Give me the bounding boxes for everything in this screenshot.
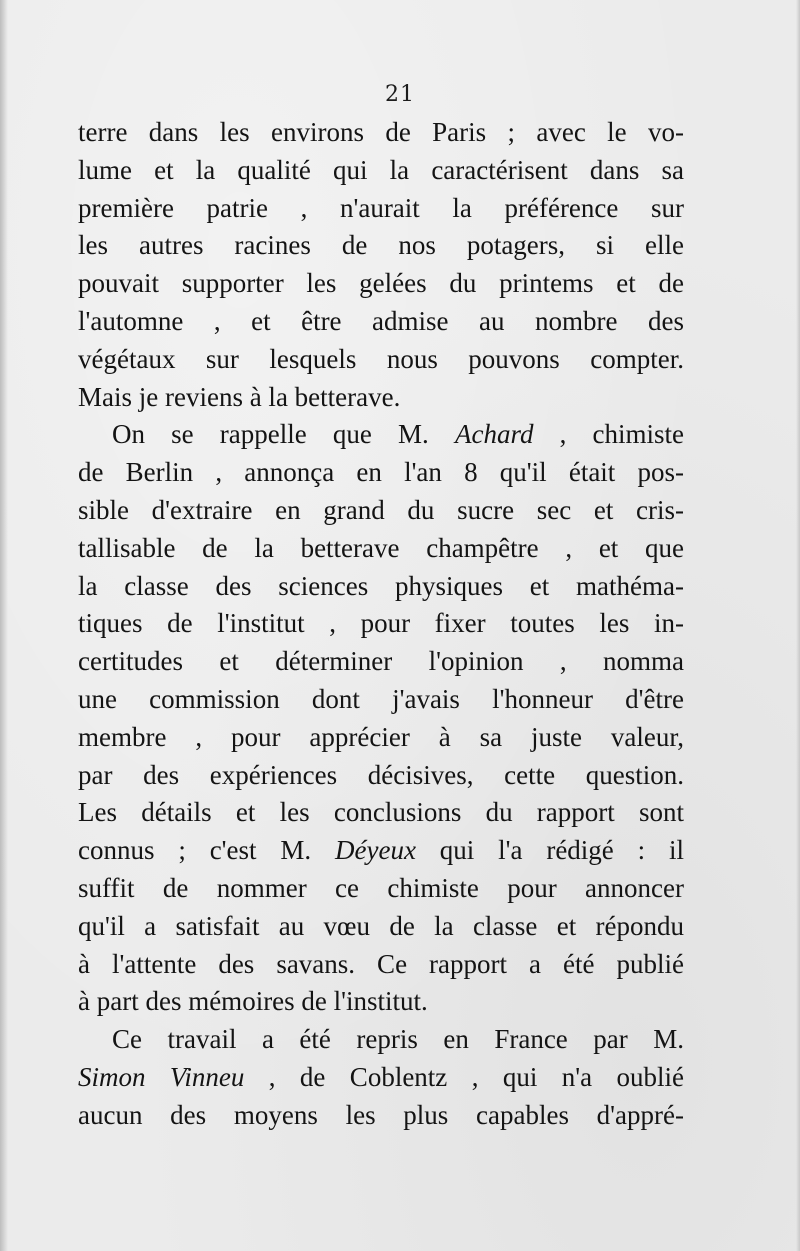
- text-segment: qu'il a satisfait au vœu de la classe et répondu: [78, 910, 684, 941]
- text-line: [78, 605, 684, 643]
- page-number: 21: [385, 82, 415, 107]
- text-line: [78, 379, 684, 417]
- text-line: [78, 719, 684, 757]
- page-left-shadow: [0, 0, 8, 1251]
- text-segment: une commission dont j'avais l'honneur d'être: [78, 683, 684, 714]
- text-line: [78, 265, 684, 303]
- text-line: [78, 341, 684, 379]
- text-segment: connus ; c'est M.: [78, 835, 335, 866]
- page-right-shadow: [796, 0, 800, 1251]
- text-line: [78, 568, 684, 606]
- italic-name: Déyeux: [335, 835, 416, 866]
- text-segment: la classe des sciences physiques et mathéma-: [78, 570, 684, 601]
- text-line: [78, 492, 684, 530]
- text-segment: Mais je reviens à la betterave.: [78, 381, 401, 412]
- body-text: [78, 114, 684, 1135]
- text-line: [78, 530, 684, 568]
- text-segment: par des expériences décisives, cette question.: [78, 759, 684, 790]
- text-segment: qui l'a rédigé : il: [415, 835, 684, 866]
- text-line: [78, 681, 684, 719]
- text-segment: tallisable de la betterave champêtre , et que: [78, 532, 684, 563]
- text-line: [78, 794, 684, 832]
- text-segment: Ce travail a été repris en France par M.: [112, 1024, 684, 1055]
- text-line: [78, 190, 684, 228]
- text-segment: , chimiste: [533, 419, 684, 450]
- italic-name: Achard: [454, 419, 534, 450]
- text-line: [78, 1059, 684, 1097]
- text-line: [78, 908, 684, 946]
- italic-name: Simon Vinneu: [78, 1061, 245, 1092]
- text-segment: tiques de l'institut , pour fixer toutes les in-: [78, 608, 684, 639]
- text-line: [78, 983, 684, 1021]
- text-segment: première patrie , n'aurait la préférence sur: [78, 192, 684, 223]
- text-line: [78, 643, 684, 681]
- text-line: [78, 1097, 684, 1135]
- text-segment: sible d'extraire en grand du sucre sec et cris-: [78, 494, 684, 525]
- text-line: [78, 114, 684, 152]
- text-segment: à l'attente des savans. Ce rapport a été publié: [78, 948, 684, 979]
- text-line: [78, 416, 684, 454]
- text-line: [78, 757, 684, 795]
- text-line: [78, 870, 684, 908]
- text-segment: les autres racines de nos potagers, si elle: [78, 230, 684, 261]
- text-line: [78, 946, 684, 984]
- text-segment: l'automne , et être admise au nombre des: [78, 305, 684, 336]
- text-segment: aucun des moyens les plus capables d'appré-: [78, 1099, 684, 1130]
- text-segment: à part des mémoires de l'institut.: [78, 986, 428, 1017]
- text-segment: terre dans les environs de Paris ; avec le vo-: [78, 117, 684, 147]
- text-line: [78, 303, 684, 341]
- text-segment: pouvait supporter les gelées du printems et de: [78, 268, 684, 299]
- text-segment: lume et la qualité qui la caractérisent dans sa: [78, 154, 684, 185]
- text-segment: de Berlin , annonça en l'an 8 qu'il était pos-: [78, 457, 684, 488]
- text-line: [78, 454, 684, 492]
- text-segment: On se rappelle que M.: [112, 419, 455, 450]
- text-segment: membre , pour apprécier à sa juste valeur,: [78, 721, 684, 752]
- text-line: [78, 227, 684, 265]
- text-segment: suffit de nommer ce chimiste pour annoncer: [78, 872, 684, 903]
- text-line: [78, 832, 684, 870]
- text-segment: végétaux sur lesquels nous pouvons compter.: [78, 343, 684, 374]
- text-segment: Les détails et les conclusions du rapport sont: [78, 797, 684, 828]
- text-segment: , de Coblentz , qui n'a oublié: [244, 1061, 684, 1092]
- text-line: [78, 152, 684, 190]
- text-line: [78, 1021, 684, 1059]
- text-segment: certitudes et déterminer l'opinion , nomma: [78, 646, 684, 677]
